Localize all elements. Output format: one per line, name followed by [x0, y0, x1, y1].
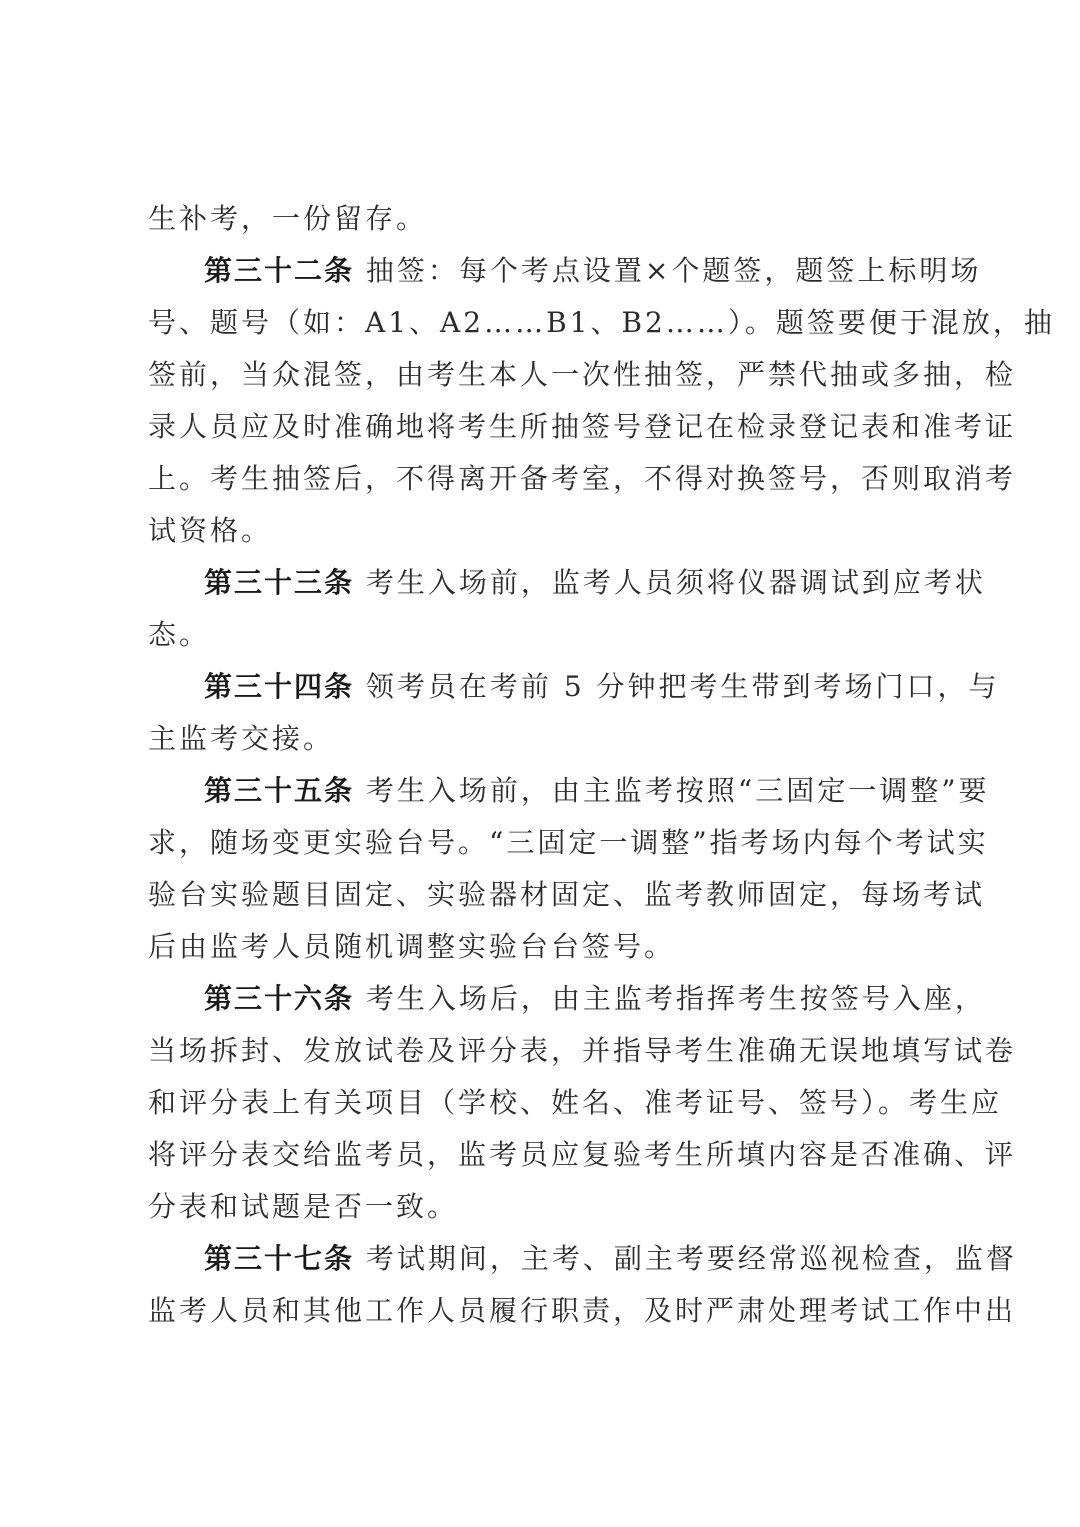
- text-line: [148, 1285, 1017, 1337]
- text-line: [148, 869, 986, 921]
- article-33-first-line: [148, 557, 986, 609]
- text-line: [148, 505, 935, 557]
- paragraph-text: 考试期间，主考、副主考要经常巡视检查，监督: [365, 1242, 1017, 1275]
- text-line: [148, 1181, 935, 1233]
- paragraph-text: 签前，当众混签，由考生本人一次性抽签，严禁代抽或多抽，检: [148, 358, 1017, 391]
- text-line: [148, 1025, 1017, 1077]
- text-line: [148, 609, 935, 661]
- article-heading-37: 第三十七条: [204, 1242, 355, 1275]
- paragraph-text: 当场拆封、发放试卷及评分表，并指导考生准确无误地填写试卷: [148, 1034, 1017, 1067]
- paragraph-text: 号、题号（如：A1、A2……B1、B2……）。题签要便于混放，抽: [148, 306, 1055, 339]
- article-heading-36: 第三十六条: [204, 982, 355, 1015]
- text-line: [148, 349, 1017, 401]
- paragraph-text: 试资格。: [148, 514, 273, 547]
- paragraph-text: 考生入场前，由主监考按照“三固定一调整”要: [365, 774, 990, 807]
- paragraph-text: 考生入场后，由主监考指挥考生按签号入座，: [365, 982, 986, 1015]
- paragraph-text: 将评分表交给监考员，监考员应复验考生所填内容是否准确、评: [148, 1138, 1017, 1171]
- paragraph-text: 录人员应及时准确地将考生所抽签号登记在检录登记表和准考证: [148, 410, 1017, 443]
- text-line: [148, 713, 935, 765]
- paragraph-text: 领考员在考前 5 分钟把考生带到考场门口，与: [365, 670, 1000, 703]
- article-35-first-line: [148, 765, 990, 817]
- paragraph-text: 上。考生抽签后，不得离开备考室，不得对换签号，否则取消考: [148, 462, 1017, 495]
- text-line: [148, 1077, 1003, 1129]
- text-line: [148, 297, 1055, 349]
- text-line: [148, 401, 1017, 453]
- article-37-first-line: [148, 1233, 1017, 1285]
- paragraph-text: 监考人员和其他工作人员履行职责，及时严肃处理考试工作中出: [148, 1294, 1017, 1327]
- text-line: [148, 193, 935, 245]
- paragraph-text: 求，随场变更实验台号。“三固定一调整”指考场内每个考试实: [148, 826, 989, 859]
- text-line: [148, 1129, 1017, 1181]
- paragraph-text: 抽签：每个考点设置×个题签，题签上标明场: [365, 254, 982, 287]
- paragraph-text: 主监考交接。: [148, 722, 335, 755]
- paragraph-text: 分表和试题是否一致。: [148, 1190, 459, 1223]
- text-line: [148, 453, 1017, 505]
- document-body: [148, 193, 1055, 1337]
- article-36-first-line: [148, 973, 986, 1025]
- article-heading-35: 第三十五条: [204, 774, 355, 807]
- article-heading-32: 第三十二条: [204, 254, 355, 287]
- article-34-first-line: [148, 661, 1000, 713]
- text-line: [148, 817, 989, 869]
- paragraph-text: 后由监考人员随机调整实验台台签号。: [148, 930, 676, 963]
- paragraph-text: 态。: [148, 618, 211, 651]
- article-heading-34: 第三十四条: [204, 670, 355, 703]
- article-32-first-line: [148, 245, 982, 297]
- paragraph-text: 生补考，一份留存。: [148, 202, 428, 235]
- paragraph-text: 验台实验题目固定、实验器材固定、监考教师固定，每场考试: [148, 878, 986, 911]
- text-line: [148, 921, 935, 973]
- paragraph-text: 和评分表上有关项目（学校、姓名、准考证号、签号）。考生应: [148, 1086, 1003, 1119]
- article-heading-33: 第三十三条: [204, 566, 355, 599]
- paragraph-text: 考生入场前，监考人员须将仪器调试到应考状: [365, 566, 986, 599]
